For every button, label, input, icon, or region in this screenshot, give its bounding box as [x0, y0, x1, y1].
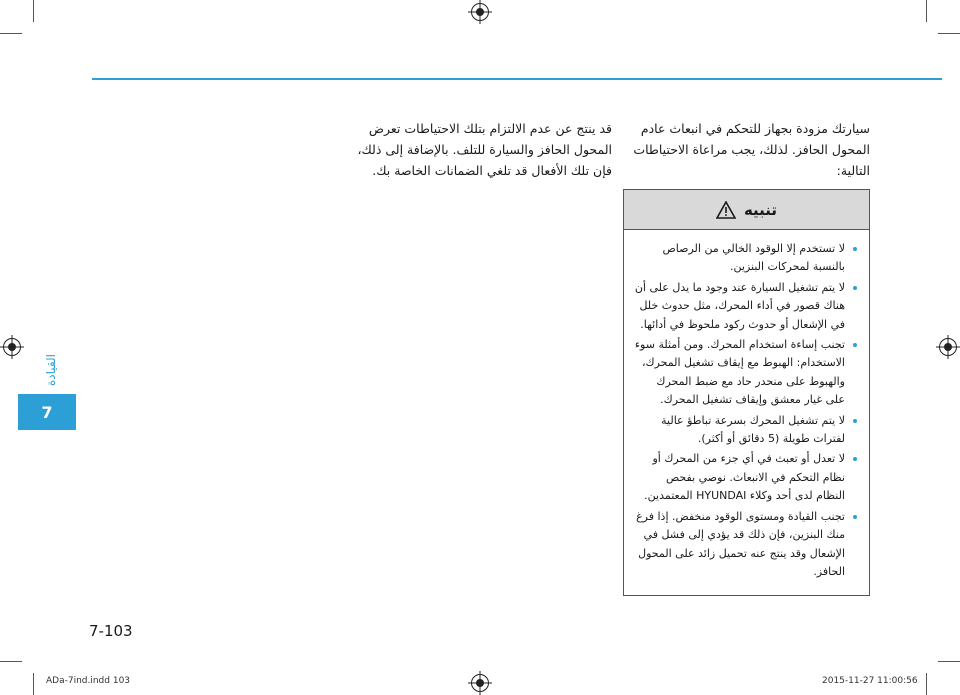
caution-header [624, 190, 869, 230]
caution-title: تنبيه [743, 200, 778, 219]
registration-mark-icon [3, 338, 21, 356]
caution-item: تجنب إساءة استخدام المحرك. ومن أمثلة سوء الاستخدام: الهبوط مع إيقاف تشغيل المحرك، والهبوط على منحدر حاد مع ضبط المحرك على غيار معشق وإيقاف تشغيل المحرك. [634, 336, 857, 410]
crop-mark [926, 0, 927, 22]
registration-mark-icon [939, 338, 957, 356]
footer-file-name: ADa-7ind.indd 103 [46, 676, 131, 686]
caution-list [624, 230, 869, 581]
registration-mark-icon [471, 3, 489, 21]
page-number: 7-103 [89, 622, 133, 640]
caution-item: لا تعدل أو تعبث في أي جزء من المحرك أو نظام التحكم في الانبعاث. نوصي بفحص النظام لدى أحد وكلاء HYUNDAI المعتمدين. [634, 450, 857, 505]
intro-paragraph: سيارتك مزودة بجهاز للتحكم في انبعاث عادم المحول الحافز. لذلك، يجب مراعاة الاحتياطات التالية: [633, 121, 870, 178]
crop-mark [938, 661, 960, 662]
crop-mark [33, 673, 34, 695]
crop-mark [926, 673, 927, 695]
caution-item: تجنب القيادة ومستوى الوقود منخفض. إذا فرغ منك البنزين، فإن ذلك قد يؤدي إلى فشل في الإشعال وقد ينتج عنه تحميل زائد على المحول الحافز. [634, 508, 857, 582]
crop-mark [938, 33, 960, 34]
caution-item: لا يتم تشغيل المحرك بسرعة تباطؤ عالية لفترات طويلة (5 دقائق أو أكثر). [634, 412, 857, 449]
crop-mark [0, 33, 22, 34]
consequence-paragraph: قد ينتج عن عدم الالتزام بتلك الاحتياطات تعرض المحول الحافز والسيارة للتلف. بالإضافة إلى ذلك، فإن تلك الأفعال قد تلغي الضمانات الخاصة بك. [357, 121, 612, 178]
warning-triangle-icon [716, 201, 736, 219]
chapter-tab: 7 [18, 394, 76, 430]
footer-timestamp: 2015-11-27 11:00:56 [822, 676, 918, 686]
section-side-label: القيادة [44, 354, 58, 386]
header-rule [92, 78, 942, 80]
crop-mark [0, 661, 22, 662]
caution-item: لا تستخدم إلا الوقود الخالي من الرصاص بالنسبة لمحركات البنزين. [634, 240, 857, 277]
crop-mark [33, 0, 34, 22]
registration-mark-icon [471, 674, 489, 692]
caution-item: لا يتم تشغيل السيارة عند وجود ما يدل على أن هناك قصور في أداء المحرك، مثل حدوث خلل في الإشعال أو حدوث ركود ملحوظ في أدائها. [634, 279, 857, 334]
caution-box [623, 189, 870, 596]
